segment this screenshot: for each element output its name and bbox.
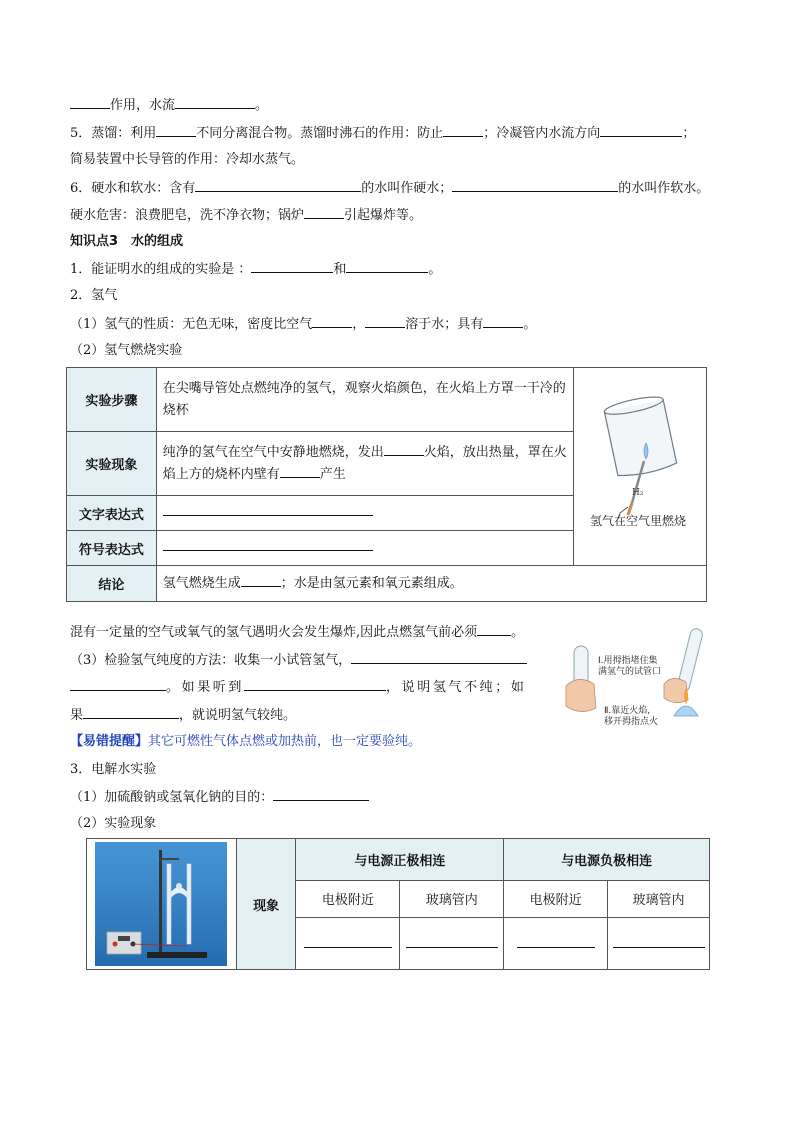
answer-blank[interactable] — [483, 314, 523, 328]
answer-blank[interactable] — [83, 705, 179, 719]
hydrogen-combustion-title: （2）氢气燃烧实验 — [70, 343, 183, 358]
answer-blank[interactable] — [273, 787, 369, 801]
purity-method-line2: 。如果听到 ，说明氢气不纯；如 — [70, 677, 526, 698]
purity-test-figure — [560, 624, 720, 732]
conclusion-label: 结论 — [67, 566, 157, 602]
negative-near-electrode: 电极附近 — [504, 881, 608, 917]
hydrogen-flame-figure — [574, 368, 707, 566]
answer-blank[interactable] — [195, 178, 361, 192]
electrolysis-apparatus-photo — [95, 842, 227, 966]
steps-text: 在尖嘴导管处点燃纯净的氢气，观察火焰颜色，在火焰上方罩一干冷的烧杯 — [156, 368, 573, 432]
answer-blank[interactable] — [70, 95, 110, 109]
conclusion-text: 氢气燃烧生成 ；水是由氢元素和氧元素组成。 — [156, 566, 706, 602]
answer-blank[interactable] — [384, 442, 424, 456]
text-line-hard-soft-water: 6．硬水和软水：含有 的水叫作硬水； 的水叫作软水。 — [70, 178, 709, 199]
answer-blank[interactable] — [244, 677, 386, 691]
text-line-distillation: 5．蒸馏：利用 不同分离混合物。蒸馏时沸石的作用：防止 ；冷凝管内水流方向 ； — [70, 123, 695, 144]
answer-blank[interactable] — [304, 205, 344, 219]
answer-blank[interactable] — [70, 677, 166, 691]
figure-step2-line1: Ⅱ.靠近火焰, — [604, 706, 651, 716]
negative-in-tube: 玻璃管内 — [608, 881, 710, 917]
answer-blank[interactable] — [251, 259, 333, 273]
hydrogen-combustion-table — [66, 367, 707, 602]
steps-label: 实验步骤 — [67, 368, 157, 432]
hydrogen-properties: （1）氢气的性质：无色无味，密度比空气 ， 溶于水；具有 。 — [70, 314, 536, 335]
positive-electrode-header: 与电源正极相连 — [296, 839, 504, 881]
h2-gas-label: H₂ — [632, 488, 644, 498]
answer-blank[interactable] — [452, 178, 618, 192]
error-tip — [70, 732, 421, 752]
text-line-long-tube: 简易装置中长导管的作用：冷却水蒸气。 — [70, 152, 305, 167]
electrolysis-q2: （2）实验现象 — [70, 816, 157, 831]
answer-blank[interactable] — [241, 573, 281, 587]
answer-blank[interactable] — [443, 123, 483, 137]
electrolysis-table — [86, 838, 710, 970]
answer-blank[interactable] — [304, 934, 392, 948]
word-equation-label: 文字表达式 — [67, 496, 157, 531]
answer-blank[interactable] — [351, 650, 527, 664]
answer-blank[interactable] — [613, 934, 705, 948]
answer-blank[interactable] — [312, 314, 352, 328]
purity-method-line1: （3）检验氢气纯度的方法：收集一小试管氢气， — [70, 650, 527, 671]
figure-step1-line2: 满氢气的试管口 — [598, 667, 662, 677]
purity-method-line3: 果 ，就说明氢气较纯。 — [70, 705, 296, 726]
explosion-warning: 混有一定量的空气或氧气的氢气遇明火会发生爆炸,因此点燃氢气前必须 。 — [70, 622, 524, 643]
text-line-hard-water-harm: 硬水危害：浪费肥皂，洗不净衣物；锅炉 引起爆炸等。 — [70, 205, 422, 226]
text-line-water-flow: 作用，水流 。 — [70, 95, 268, 116]
negative-electrode-header: 与电源负极相连 — [504, 839, 710, 881]
electrolysis-q1: （1）加硫酸钠或氢氧化钠的目的： — [70, 787, 369, 808]
figure-step1-line1: Ⅰ.用拇指堵住集 — [598, 656, 658, 666]
question-2-title: 2．氢气 — [70, 288, 118, 303]
answer-blank[interactable] — [406, 934, 498, 948]
tip-text: 其它可燃性气体点燃或加热前，也一定要验纯。 — [148, 734, 422, 749]
answer-blank[interactable] — [175, 95, 255, 109]
answer-blank[interactable] — [346, 259, 428, 273]
question-1: 1．能证明水的组成的实验是 ： 和 。 — [70, 259, 441, 280]
tip-tag: 【易错提醒】 — [70, 734, 149, 749]
electrolysis-photo-cell — [87, 839, 237, 970]
phenomenon-label: 实验现象 — [67, 432, 157, 496]
positive-near-electrode: 电极附近 — [296, 881, 400, 917]
figure-step2-line2: 移开拇指点火 — [604, 717, 659, 727]
positive-in-tube: 玻璃管内 — [400, 881, 504, 917]
figure-caption: 氢气在空气里燃烧 — [590, 514, 687, 528]
answer-blank[interactable] — [156, 123, 196, 137]
phenomenon-text: 纯净的氢气在空气中安静地燃烧，发出 火焰，放出热量，罩在火焰上方的烧杯内壁有 产生 — [156, 432, 573, 496]
word-equation-blank[interactable] — [163, 502, 373, 516]
answer-blank[interactable] — [365, 314, 405, 328]
symbol-equation-blank[interactable] — [163, 537, 373, 551]
answer-blank[interactable] — [600, 123, 682, 137]
electrolysis-title: 3．电解水实验 — [70, 762, 157, 777]
answer-blank[interactable] — [517, 934, 595, 948]
symbol-equation-label: 符号表达式 — [67, 531, 157, 566]
answer-blank[interactable] — [280, 464, 320, 478]
phenomenon-row-label: 现象 — [236, 839, 296, 970]
section-title: 知识点3 水的组成 — [70, 234, 184, 249]
answer-blank[interactable] — [477, 622, 511, 636]
